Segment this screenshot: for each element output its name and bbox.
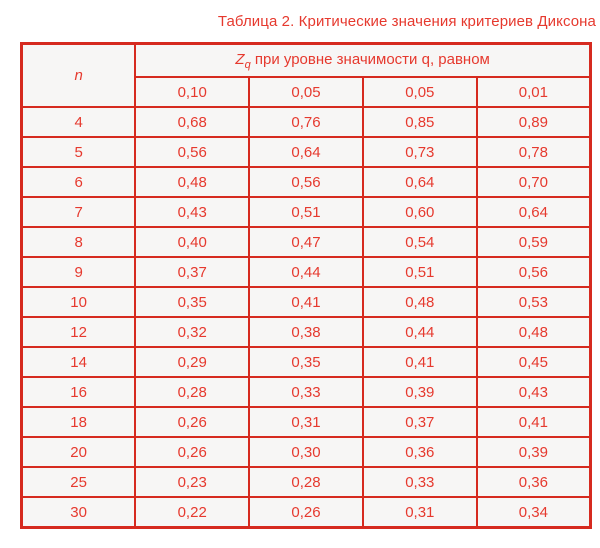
value-cell: 0,56 xyxy=(135,137,249,167)
value-cell: 0,28 xyxy=(249,467,363,497)
value-cell: 0,56 xyxy=(249,167,363,197)
value-cell: 0,73 xyxy=(363,137,477,167)
value-cell: 0,70 xyxy=(477,167,591,197)
value-cell: 0,26 xyxy=(135,437,249,467)
n-cell: 9 xyxy=(22,257,136,287)
value-cell: 0,33 xyxy=(363,467,477,497)
value-cell: 0,64 xyxy=(249,137,363,167)
table-row xyxy=(22,407,591,437)
q-level-header: 0,01 xyxy=(477,77,591,107)
table-row xyxy=(22,107,591,137)
n-cell: 20 xyxy=(22,437,136,467)
value-cell: 0,34 xyxy=(477,497,591,528)
value-cell: 0,26 xyxy=(135,407,249,437)
value-cell: 0,37 xyxy=(363,407,477,437)
value-cell: 0,28 xyxy=(135,377,249,407)
value-cell: 0,48 xyxy=(477,317,591,347)
z-header-text: при уровне значимости q, равном xyxy=(250,50,490,68)
z-subscript: q xyxy=(244,58,251,71)
table-row xyxy=(22,377,591,407)
value-cell: 0,85 xyxy=(363,107,477,137)
table-row xyxy=(22,437,591,467)
value-cell: 0,89 xyxy=(477,107,591,137)
table-row xyxy=(22,197,591,227)
n-cell: 12 xyxy=(22,317,136,347)
value-cell: 0,43 xyxy=(135,197,249,227)
value-cell: 0,53 xyxy=(477,287,591,317)
table-row xyxy=(22,167,591,197)
n-cell: 4 xyxy=(22,107,136,137)
value-cell: 0,78 xyxy=(477,137,591,167)
n-cell: 10 xyxy=(22,287,136,317)
value-cell: 0,41 xyxy=(477,407,591,437)
value-cell: 0,36 xyxy=(477,467,591,497)
table-row xyxy=(22,257,591,287)
n-cell: 16 xyxy=(22,377,136,407)
value-cell: 0,26 xyxy=(249,497,363,528)
table-row xyxy=(22,287,591,317)
value-cell: 0,59 xyxy=(477,227,591,257)
value-cell: 0,64 xyxy=(477,197,591,227)
value-cell: 0,48 xyxy=(363,287,477,317)
n-cell: 25 xyxy=(22,467,136,497)
table-title: Таблица 2. Критические значения критериев Диксона xyxy=(217,13,596,30)
value-cell: 0,31 xyxy=(363,497,477,528)
value-cell: 0,56 xyxy=(477,257,591,287)
n-cell: 30 xyxy=(22,497,136,528)
value-cell: 0,44 xyxy=(249,257,363,287)
q-level-header: 0,05 xyxy=(249,77,363,107)
value-cell: 0,37 xyxy=(135,257,249,287)
n-cell: 7 xyxy=(22,197,136,227)
value-cell: 0,33 xyxy=(249,377,363,407)
q-level-header: 0,05 xyxy=(363,77,477,107)
value-cell: 0,44 xyxy=(363,317,477,347)
value-cell: 0,45 xyxy=(477,347,591,377)
value-cell: 0,48 xyxy=(135,167,249,197)
value-cell: 0,30 xyxy=(249,437,363,467)
value-cell: 0,31 xyxy=(249,407,363,437)
table-row xyxy=(22,497,591,528)
z-symbol: Z xyxy=(235,50,245,68)
dixon-critical-values-table xyxy=(20,42,592,529)
value-cell: 0,29 xyxy=(135,347,249,377)
value-cell: 0,41 xyxy=(249,287,363,317)
n-cell: 18 xyxy=(22,407,136,437)
table-row xyxy=(22,347,591,377)
header-row-top xyxy=(22,44,591,78)
n-cell: 5 xyxy=(22,137,136,167)
z-level-header xyxy=(135,44,590,78)
value-cell: 0,47 xyxy=(249,227,363,257)
value-cell: 0,35 xyxy=(249,347,363,377)
n-cell: 14 xyxy=(22,347,136,377)
value-cell: 0,51 xyxy=(363,257,477,287)
value-cell: 0,32 xyxy=(135,317,249,347)
value-cell: 0,39 xyxy=(477,437,591,467)
n-cell: 6 xyxy=(22,167,136,197)
value-cell: 0,68 xyxy=(135,107,249,137)
value-cell: 0,22 xyxy=(135,497,249,528)
value-cell: 0,39 xyxy=(363,377,477,407)
value-cell: 0,23 xyxy=(135,467,249,497)
n-cell: 8 xyxy=(22,227,136,257)
value-cell: 0,64 xyxy=(363,167,477,197)
table-row xyxy=(22,227,591,257)
value-cell: 0,54 xyxy=(363,227,477,257)
value-cell: 0,51 xyxy=(249,197,363,227)
value-cell: 0,60 xyxy=(363,197,477,227)
n-column-header: n xyxy=(22,44,136,108)
value-cell: 0,35 xyxy=(135,287,249,317)
table-row xyxy=(22,137,591,167)
value-cell: 0,40 xyxy=(135,227,249,257)
value-cell: 0,38 xyxy=(249,317,363,347)
table-row xyxy=(22,317,591,347)
value-cell: 0,41 xyxy=(363,347,477,377)
table-row xyxy=(22,467,591,497)
value-cell: 0,36 xyxy=(363,437,477,467)
q-level-header: 0,10 xyxy=(135,77,249,107)
value-cell: 0,76 xyxy=(249,107,363,137)
value-cell: 0,43 xyxy=(477,377,591,407)
